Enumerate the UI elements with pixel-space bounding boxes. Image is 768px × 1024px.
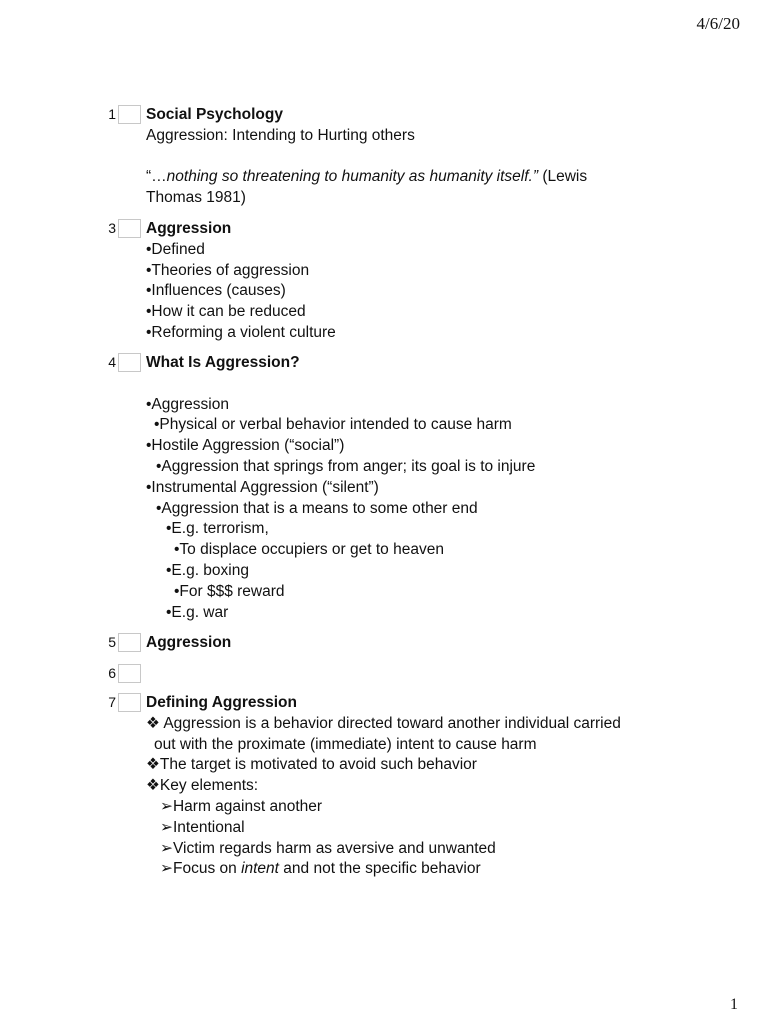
page-date: 4/6/20 — [696, 14, 740, 33]
slide-title: Aggression — [146, 220, 232, 237]
bullet-continuation: out with the proximate (immediate) intent to cause harm — [154, 735, 537, 753]
slide-thumbnail — [118, 633, 141, 652]
slide-title: Defining Aggression — [146, 694, 297, 711]
bullet-item: •Defined — [146, 240, 205, 258]
bullet-item: •For $$$ reward — [174, 582, 285, 600]
slide-thumbnail — [118, 693, 141, 712]
slide-title: Aggression — [146, 634, 232, 651]
bullet-item: •Aggression that is a means to some other end — [156, 499, 478, 517]
bullet-item: •To displace occupiers or get to heaven — [174, 541, 444, 559]
bullet-item: •Influences (causes) — [146, 282, 286, 300]
slide-title: What Is Aggression? — [146, 354, 300, 371]
slide-number: 5 — [108, 634, 116, 650]
quote-attribution: (Lewis Thomas 1981) — [146, 168, 588, 207]
bullet-item: •Aggression — [146, 395, 229, 413]
slide-thumbnail — [118, 105, 141, 124]
bullet-item: •Aggression that springs from anger; its goal is to injure — [156, 457, 536, 475]
bullet-text: and not the specific behavior — [278, 860, 481, 878]
diamond-bullet-item: ❖The target is motivated to avoid such behavior — [146, 756, 477, 774]
bullet-item: •E.g. war — [166, 603, 229, 621]
slide-number: 1 — [108, 106, 116, 122]
bullet-text: ➢Focus on — [160, 860, 242, 878]
slide-thumbnail — [118, 353, 141, 372]
diamond-bullet-item: ❖ Aggression is a behavior directed toward another individual carried — [146, 714, 621, 732]
arrow-bullet-item: ➢Harm against another — [160, 797, 323, 815]
slide-number: 4 — [108, 354, 116, 370]
slide-number: 3 — [108, 220, 116, 236]
bullet-item: •E.g. terrorism, — [166, 520, 269, 538]
slide-quote — [146, 167, 616, 209]
slide-thumbnail — [118, 664, 141, 683]
bullet-item: •How it can be reduced — [146, 303, 306, 321]
slide-number: 7 — [108, 694, 116, 710]
diamond-bullet-item: ❖Key elements: — [146, 777, 259, 795]
slide-thumbnail — [118, 219, 141, 238]
quote-open: “… — [146, 168, 167, 186]
slide-title: Social Psychology — [146, 106, 283, 123]
arrow-bullet-item: ➢Victim regards harm as aversive and unwanted — [160, 839, 496, 857]
bullet-item: •E.g. boxing — [166, 561, 249, 579]
bullet-item: •Instrumental Aggression (“silent”) — [146, 478, 379, 496]
slide-number: 6 — [108, 665, 116, 681]
bullet-item: •Hostile Aggression (“social”) — [146, 437, 345, 455]
bullet-emphasis: intent — [241, 860, 279, 878]
quote-text: nothing so threatening to humanity as humanity itself.” — [166, 168, 539, 186]
bullet-item: •Reforming a violent culture — [146, 323, 336, 341]
arrow-bullet-item — [146, 859, 746, 880]
bullet-item: •Physical or verbal behavior intended to cause harm — [154, 416, 512, 434]
page-number: 1 — [730, 996, 738, 1013]
arrow-bullet-item: ➢Intentional — [160, 818, 245, 836]
bullet-item: •Theories of aggression — [146, 261, 310, 279]
slide-subtitle: Aggression: Intending to Hurting others — [146, 126, 415, 144]
